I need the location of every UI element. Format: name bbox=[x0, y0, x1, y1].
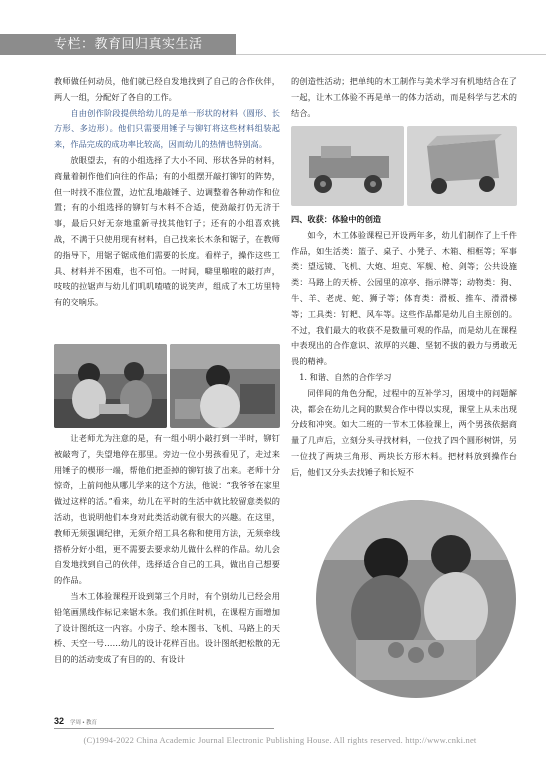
right-column-main bbox=[291, 212, 517, 481]
photo-wooden-cart bbox=[407, 126, 517, 206]
left-column-top bbox=[54, 74, 280, 311]
paragraph: 让老师尤为注意的是，有一组小明小敲打到一半时，铆钉被敲弯了，失望地停在那里。旁边一位小男孩看见了，走过来用锤子的楔形一端，帮他们把歪掉的铆钉拔了出来。老师十分惊奇，上前问他从哪儿学来的这个方法，他说：“我爷爷在家里做过这样的活。”看来，幼儿在平时的生活中就比较留意类似的活动，也说明他们本身对此类活动就有很大的兴趣。在这里，教师无须强调纪律，无须介绍工具名称和使用方法，无须牵线搭桥分好小组，更不需要去要求幼儿做什么样的作品。幼儿会自发地找到自己的伙伴，选择适合自己的工具，做出自己想要的作品。 bbox=[54, 433, 280, 586]
photo-wooden-truck bbox=[291, 126, 404, 206]
photo-boy-with-tools bbox=[170, 344, 280, 428]
section-title: 四、收获：体验中的创造 bbox=[291, 214, 382, 224]
paragraph: 自由创作阶段提供给幼儿的是单一形状的材料（圆形、长方形、多边形）。他们只需要用锤子与铆钉将这些材料组装起来，作品完成的成功率比较高，因而幼儿的热情也特别高。 bbox=[54, 107, 280, 150]
magazine-name: 学周 • 教育 bbox=[70, 720, 97, 726]
footer-rule bbox=[54, 728, 274, 729]
paragraph: 教师做任何动员，他们就已经自发地找到了自己的合作伙伴，两人一组，分配好了各自的工作。 bbox=[54, 76, 280, 102]
page-number: 32 bbox=[54, 716, 65, 726]
paragraph: 如今，木工体验课程已开设两年多，幼儿们制作了上千件作品，如生活类：篮子、桌子、小凳子、木箱、相框等；军事类：望远镜、飞机、大炮、坦克、军舰、枪、剑等；公共设施类：马路上的天桥、公园里的凉亭、指示牌等；动物类：狗、牛、羊、老虎、蛇、狮子等；体育类：滑板、推车、滑滑梯等；工具类：钉耙、风车等。这些作品都是幼儿自主原创的。不过，我们最大的收获不是数量可观的作品，而是幼儿在课程中表现出的合作意识、浓厚的兴趣、坚韧不拔的毅力与勇敢无畏的精神。 bbox=[291, 229, 517, 367]
paragraph: 当木工体验课程开设到第三个月时，有个别幼儿已经会用铅笔画黑线作标记来锯木条。我们抓住时机，在课程方面增加了设计图纸这一内容。小房子、绘本图书、飞机、马路上的天桥、天空一号……幼儿的设计花样百出。设计图纸把松散的无目的的活动变成了有目的的、有设计 bbox=[54, 590, 280, 665]
copyright-notice: (C)1994-2022 China Academic Journal Electronic Publishing House. All rights reserved. http://www.cnki.net bbox=[83, 735, 477, 745]
paragraph: 的创造性活动；把单纯的木工制作与美术学习有机地结合在了一起，让木工体验不再是单一的体力活动，而是科学与艺术的结合。 bbox=[291, 76, 517, 118]
header-rule bbox=[236, 54, 546, 55]
photo-children-hammering bbox=[54, 344, 167, 428]
left-column-bottom bbox=[54, 431, 280, 668]
photo-children-woodworking-circle bbox=[316, 500, 516, 698]
column-title: 专栏：教育回归真实生活 bbox=[54, 37, 203, 52]
paragraph: 同伴间的角色分配，过程中的互补学习，困境中的问题解决，都会在幼儿之间的默契合作中得以实现，课堂上从未出现分歧和冲突。如大二班的一节木工体验课上，两个男孩依据商量了几声后，立刻分头寻找材料，一位找了四个圆形树饼，另一位找了两块三角形、两块长方形木料。把材料放到操作台后，他们又分头去找锤子和长短不 bbox=[291, 387, 517, 477]
paragraph: 放眼望去，有的小组选择了大小不同、形状各异的材料，商量着制作他们向往的作品；有的小组摆开敲打铆钉的阵势，但一时找不准位置，边忙乱地敲锤子、边调整着各种动作和位置；有的小组选择的铆钉与木料不合适，使劲敲打仍无济于事，最后只好无奈地重新寻找其他钉子；还有的小组喜欢挑战，不满于只使用现有材料，自己找来长木条和锯子，在教师的指导下，用锯子锯成他们需要的长度。看样子，操作这些工具、材料并不困难，也不可怕。一时间，噼里啪啦的敲打声，吱吱的拉锯声与幼儿们叽叽喳喳的说笑声，组成了木工坊里特有的交响乐。 bbox=[54, 154, 280, 308]
subsection-title: 1. 和谐、自然的合作学习 bbox=[299, 371, 392, 382]
right-column-top bbox=[291, 74, 517, 121]
